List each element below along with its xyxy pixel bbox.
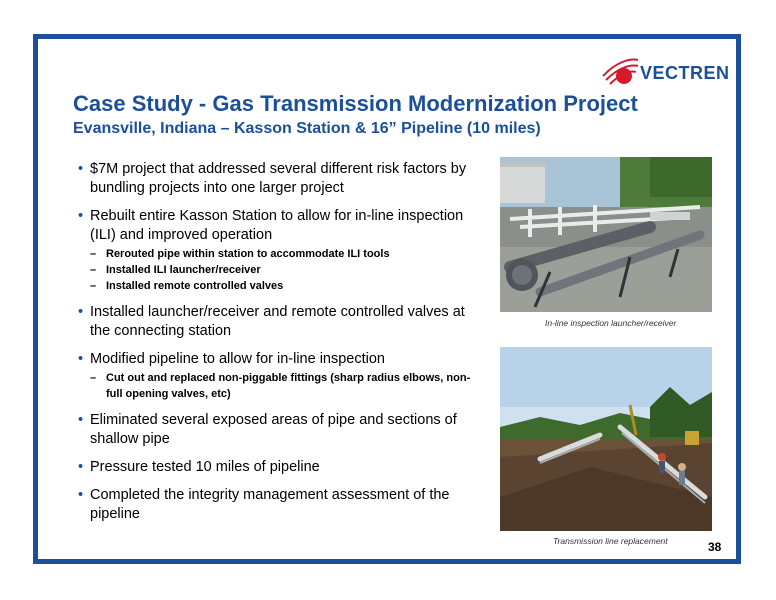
page-subtitle: Evansville, Indiana – Kasson Station & 16” Pipeline (10 miles) <box>73 120 541 137</box>
bullet-item <box>78 350 478 402</box>
bullet-text: Eliminated several exposed areas of pipe and sections of shallow pipe <box>90 412 457 447</box>
bullet-list <box>78 160 478 533</box>
bullet-text: Completed the integrity management assessment of the pipeline <box>90 487 450 522</box>
bullet-item <box>78 207 478 294</box>
sub-bullet-item: – Installed remote controlled valves <box>90 280 284 292</box>
sub-bullet-list <box>90 246 478 294</box>
sub-bullet-list <box>90 370 478 402</box>
bullet-item <box>78 411 478 449</box>
photo-caption: Transmission line replacement <box>553 536 668 546</box>
sub-bullet-item: – Installed ILI launcher/receiver <box>90 264 261 276</box>
bullet-dot-icon: • <box>78 208 84 224</box>
bullet-text: Installed launcher/receiver and remote controlled valves at the connecting station <box>90 304 465 339</box>
bullet-text: Pressure tested 10 miles of pipeline <box>90 459 320 475</box>
bullet-text: $7M project that addressed several different risk factors by bundling projects into one larger project <box>90 161 467 196</box>
bullet-dot-icon: • <box>78 161 84 177</box>
page-title: Case Study - Gas Transmission Modernization Project <box>73 91 638 116</box>
page-number: 38 <box>708 540 722 554</box>
bullet-item <box>78 160 478 198</box>
sub-bullet-item: – Rerouted pipe within station to accommodate ILI tools <box>90 248 390 260</box>
launcher-receiver-photo <box>500 157 712 312</box>
bullet-text: Modified pipeline to allow for in-line inspection <box>90 351 385 367</box>
bullet-text: Rebuilt entire Kasson Station to allow for in-line inspection (ILI) and improved operation <box>90 208 464 243</box>
transmission-line-photo <box>500 347 712 531</box>
brand-name: VECTREN <box>640 63 730 83</box>
bullet-dot-icon: • <box>78 412 84 428</box>
bullet-item <box>78 303 478 341</box>
bullet-dot-icon: • <box>78 351 84 367</box>
bullet-dot-icon: • <box>78 304 84 320</box>
bullet-item <box>78 486 478 524</box>
bullet-dot-icon: • <box>78 487 84 503</box>
sub-bullet-item: – Cut out and replaced non-piggable fittings (sharp radius elbows, non-full opening valves, etc) <box>90 372 471 400</box>
bullet-item <box>78 458 478 477</box>
bullet-dot-icon: • <box>78 459 84 475</box>
photo-caption: In-line inspection launcher/receiver <box>545 318 677 328</box>
